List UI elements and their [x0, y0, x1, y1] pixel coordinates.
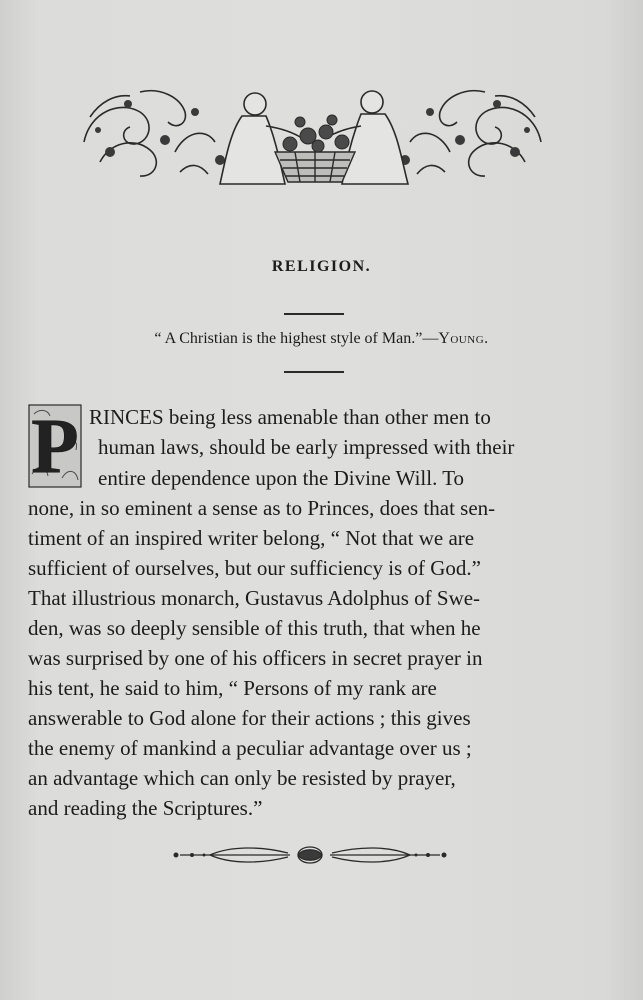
drop-cap-ornament	[28, 404, 82, 488]
headpiece-engraving-icon	[80, 82, 545, 190]
body-line: That illustrious monarch, Gustavus Adolphus of Swe-	[28, 586, 481, 610]
page-title: RELIGION.	[271, 258, 372, 275]
epigraph-author: Young.	[438, 330, 489, 347]
body-line: answerable to God alone for their actions ; this gives	[28, 706, 471, 730]
body-line: his tent, he said to him, “ Persons of my rank are	[28, 676, 437, 700]
body-line: the enemy of mankind a peculiar advantage over us ;	[28, 736, 472, 760]
body-line: sufficient of ourselves, but our sufficiency is of God.”	[28, 556, 481, 580]
body-line: timent of an inspired writer belong, “ Not that we are	[28, 526, 475, 550]
tailpiece-ornament-icon	[170, 842, 450, 868]
epigraph	[0, 330, 643, 348]
body-line: entire dependence upon the Divine Will. To	[98, 466, 465, 490]
body-line: none, in so eminent a sense as to Princes, does that sen-	[28, 496, 496, 520]
top-rule-divider	[284, 313, 344, 315]
body-line: and reading the Scriptures.”	[28, 796, 263, 820]
body-line: was surprised by one of his officers in secret prayer in	[28, 646, 483, 670]
epigraph-quote: “ A Christian is the highest style of Man.”—	[154, 330, 439, 347]
body-line: an advantage which can only be resisted by prayer,	[28, 766, 456, 790]
body-line: den, was so deeply sensible of this truth, that when he	[28, 616, 481, 640]
body-line: human laws, should be early impressed with their	[98, 435, 515, 459]
body-line: RINCES being less amenable than other men to	[89, 405, 491, 429]
drop-cap-letter: P	[31, 404, 79, 488]
bottom-rule-divider	[284, 371, 344, 373]
